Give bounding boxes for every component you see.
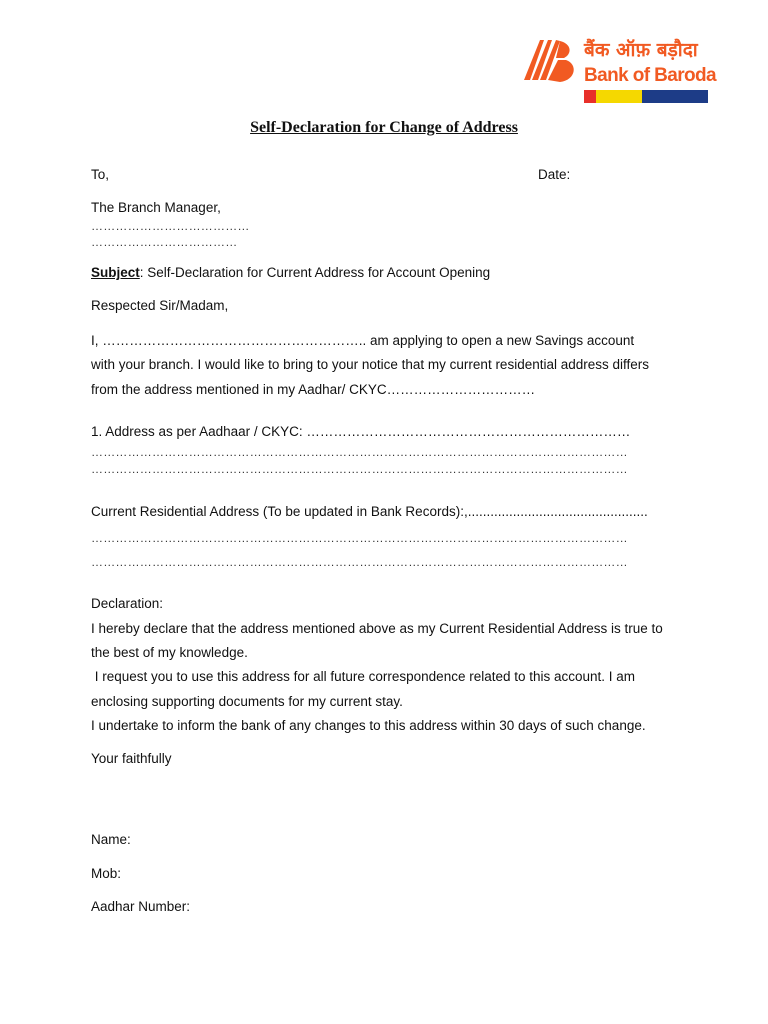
paragraph-1-line-2: with your branch. I would like to bring to your notice that my current residential address differs	[91, 357, 650, 372]
aadhaar-address-label: 1. Address as per Aadhaar / CKYC: ………………………………………………………………	[91, 424, 631, 439]
declaration-line-5: I undertake to inform the bank of any changes to this address within 30 days of such change.	[91, 718, 646, 733]
current-address-line-2[interactable]: ……………………………………………………………………………………………………………………	[91, 555, 628, 569]
declaration-line-2: the best of my knowledge.	[91, 645, 248, 660]
brand-name-hindi: बैंक ऑफ़ बड़ौदा	[584, 39, 698, 61]
current-address-label: Current Residential Address (To be updated in Bank Records):,................................................	[91, 504, 648, 519]
declaration-heading: Declaration:	[91, 596, 164, 611]
salutation: Respected Sir/Madam,	[91, 298, 229, 313]
aadhaar-address-line-2[interactable]: ……………………………………………………………………………………………………………………	[91, 462, 628, 476]
strip-yellow	[596, 90, 642, 103]
paragraph-1-line-3: from the address mentioned in my Aadhar/ CKYC……………………………	[91, 382, 536, 397]
to-label: To,	[91, 167, 110, 182]
brand-color-strip	[584, 90, 708, 103]
name-label: Name:	[91, 832, 131, 847]
declaration-line-4: enclosing supporting documents for my current stay.	[91, 694, 403, 709]
subject-text: : Self-Declaration for Current Address for Account Opening	[139, 265, 491, 280]
closing: Your faithfully	[91, 751, 172, 766]
mob-label: Mob:	[91, 866, 122, 881]
strip-blue	[642, 90, 708, 103]
bank-of-baroda-sunburst-icon	[520, 36, 580, 86]
declaration-line-1: I hereby declare that the address mentioned above as my Current Residential Address is true to	[91, 621, 663, 636]
addressee-line-1[interactable]: …………………………………	[91, 219, 250, 233]
strip-red	[584, 90, 596, 103]
brand-name-english: Bank of Baroda	[584, 65, 717, 86]
date-label: Date:	[538, 167, 571, 182]
aadhar-number-label: Aadhar Number:	[91, 899, 191, 914]
subject-line	[91, 265, 490, 281]
current-address-line-1[interactable]: ……………………………………………………………………………………………………………………	[91, 531, 628, 545]
addressee-line-2[interactable]: ………………………………	[91, 235, 238, 249]
declaration-line-3: I request you to use this address for all future correspondence related to this account. I am	[91, 669, 636, 684]
bank-logo	[520, 36, 717, 106]
aadhaar-address-line-1[interactable]: ……………………………………………………………………………………………………………………	[91, 445, 628, 459]
document-title: Self-Declaration for Change of Address	[250, 119, 518, 136]
paragraph-1-line-1: I, ………………………………………………….. am applying to open a new Savings account	[91, 333, 635, 348]
subject-label: Subject	[91, 265, 140, 280]
addressee: The Branch Manager,	[91, 200, 221, 215]
